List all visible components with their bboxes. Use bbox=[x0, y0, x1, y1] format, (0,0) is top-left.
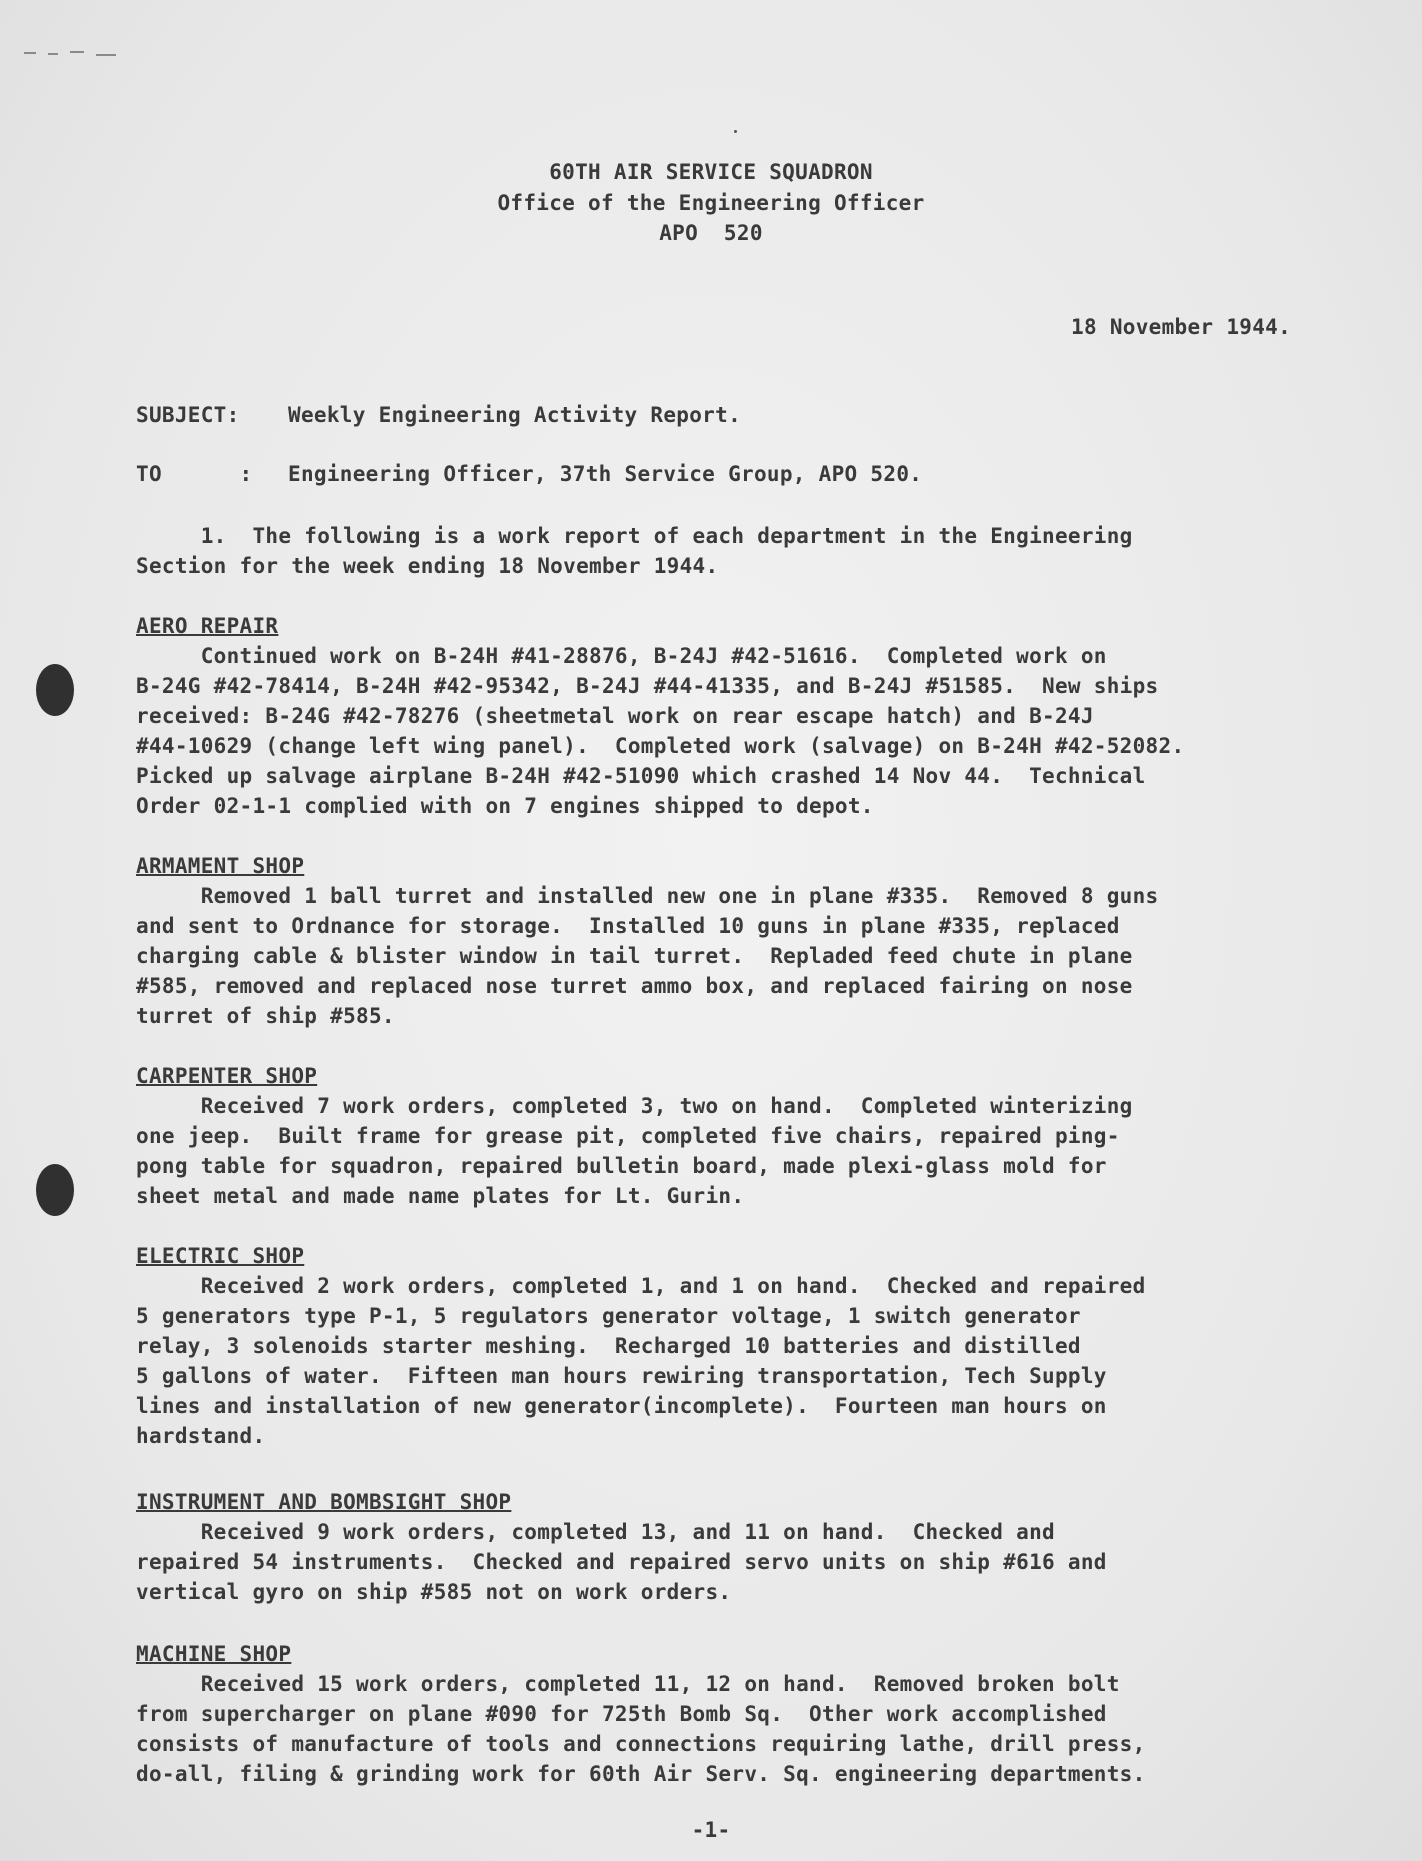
scan-mark bbox=[24, 52, 36, 54]
section-line: pong table for squadron, repaired bulletin board, made plexi-glass mold for bbox=[136, 1154, 1107, 1178]
scan-mark bbox=[96, 54, 116, 56]
to-text: Engineering Officer, 37th Service Group, APO 520. bbox=[288, 462, 923, 486]
section-line: from supercharger on plane #090 for 725th Bomb Sq. Other work accomplished bbox=[136, 1702, 1107, 1726]
section-title-instrument-bombsight-shop: INSTRUMENT AND BOMBSIGHT SHOP bbox=[136, 1490, 512, 1514]
section-line: turret of ship #585. bbox=[136, 1004, 395, 1028]
page-number: -1- bbox=[691, 1818, 731, 1842]
section-line: Received 9 work orders, completed 13, and 11 on hand. Checked and bbox=[136, 1520, 1055, 1544]
section-line: 5 generators type P-1, 5 regulators generator voltage, 1 switch generator bbox=[136, 1304, 1081, 1328]
intro-line: 1. The following is a work report of each department in the Engineering bbox=[136, 524, 1133, 548]
section-line: do-all, filing & grinding work for 60th Air Serv. Sq. engineering departments. bbox=[136, 1762, 1146, 1786]
section-line: relay, 3 solenoids starter meshing. Recharged 10 batteries and distilled bbox=[136, 1334, 1081, 1358]
section-title-armament-shop: ARMAMENT SHOP bbox=[136, 854, 305, 878]
section-line: 5 gallons of water. Fifteen man hours rewiring transportation, Tech Supply bbox=[136, 1364, 1107, 1388]
section-line: and sent to Ordnance for storage. Installed 10 guns in plane #335, replaced bbox=[136, 914, 1120, 938]
subject-label: SUBJECT: bbox=[136, 403, 240, 427]
section-line: consists of manufacture of tools and connections requiring lathe, drill press, bbox=[136, 1732, 1146, 1756]
section-line: B-24G #42-78414, B-24H #42-95342, B-24J #44-41335, and B-24J #51585. New ships bbox=[136, 674, 1159, 698]
section-line: Order 02-1-1 complied with on 7 engines shipped to depot. bbox=[136, 794, 874, 818]
section-line: Received 15 work orders, completed 11, 12 on hand. Removed broken bolt bbox=[136, 1672, 1120, 1696]
section-line: charging cable & blister window in tail turret. Repladed feed chute in plane bbox=[136, 944, 1133, 968]
section-title-electric-shop: ELECTRIC SHOP bbox=[136, 1244, 305, 1268]
section-line: Removed 1 ball turret and installed new one in plane #335. Removed 8 guns bbox=[136, 884, 1159, 908]
section-line: one jeep. Built frame for grease pit, completed five chairs, repaired ping- bbox=[136, 1124, 1120, 1148]
to-label: TO : bbox=[136, 462, 253, 486]
intro-line: Section for the week ending 18 November 1944. bbox=[136, 554, 719, 578]
section-line: received: B-24G #42-78276 (sheetmetal work on rear escape hatch) and B-24J bbox=[136, 704, 1094, 728]
section-line: sheet metal and made name plates for Lt. Gurin. bbox=[136, 1184, 745, 1208]
subject-text: Weekly Engineering Activity Report. bbox=[288, 403, 742, 427]
punch-hole bbox=[36, 664, 74, 716]
scan-mark bbox=[70, 51, 84, 53]
section-line: vertical gyro on ship #585 not on work orders. bbox=[136, 1580, 732, 1604]
report-date: 18 November 1944. bbox=[1071, 315, 1292, 339]
section-line: hardstand. bbox=[136, 1424, 266, 1448]
section-line: repaired 54 instruments. Checked and repaired servo units on ship #616 and bbox=[136, 1550, 1107, 1574]
section-line: #44-10629 (change left wing panel). Completed work (salvage) on B-24H #42-52082. bbox=[136, 734, 1185, 758]
section-title-aero-repair: AERO REPAIR bbox=[136, 614, 279, 638]
scan-speck bbox=[734, 130, 737, 133]
section-line: lines and installation of new generator(incomplete). Fourteen man hours on bbox=[136, 1394, 1107, 1418]
punch-hole bbox=[36, 1164, 74, 1216]
section-line: Continued work on B-24H #41-28876, B-24J #42-51616. Completed work on bbox=[136, 644, 1107, 668]
section-line: Received 2 work orders, completed 1, and 1 on hand. Checked and repaired bbox=[136, 1274, 1146, 1298]
section-line: Picked up salvage airplane B-24H #42-51090 which crashed 14 Nov 44. Technical bbox=[136, 764, 1146, 788]
scan-mark bbox=[48, 53, 58, 55]
section-title-carpenter-shop: CARPENTER SHOP bbox=[136, 1064, 318, 1088]
section-title-machine-shop: MACHINE SHOP bbox=[136, 1642, 292, 1666]
office-heading: Office of the Engineering Officer bbox=[497, 191, 925, 215]
apo-heading: APO 520 bbox=[659, 221, 763, 245]
unit-heading: 60TH AIR SERVICE SQUADRON bbox=[549, 160, 873, 184]
section-line: #585, removed and replaced nose turret ammo box, and replaced fairing on nose bbox=[136, 974, 1133, 998]
section-line: Received 7 work orders, completed 3, two on hand. Completed winterizing bbox=[136, 1094, 1133, 1118]
